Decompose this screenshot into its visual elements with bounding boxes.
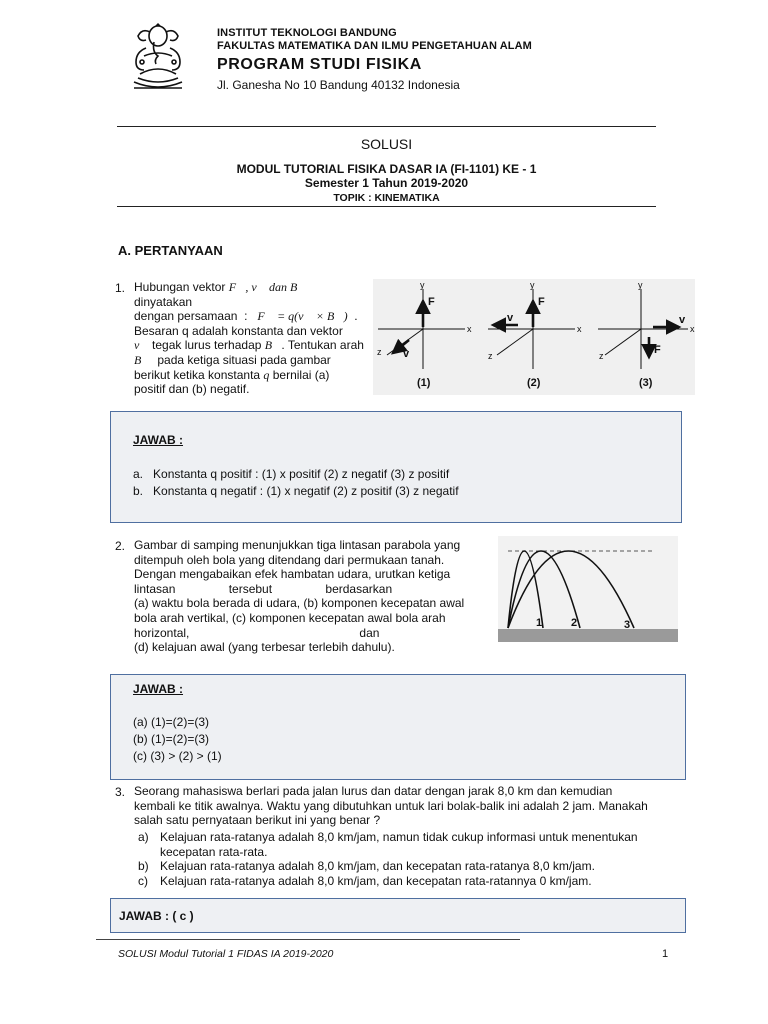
svg-text:x: x bbox=[467, 324, 472, 334]
q3-number: 3. bbox=[115, 785, 126, 799]
q3-answer-box bbox=[110, 898, 686, 933]
svg-text:v: v bbox=[507, 312, 514, 324]
address: Jl. Ganesha No 10 Bandung 40132 Indonesia bbox=[217, 78, 460, 92]
svg-text:F: F bbox=[538, 296, 545, 308]
svg-text:F: F bbox=[654, 344, 661, 356]
svg-text:F: F bbox=[428, 296, 435, 308]
q1-number: 1. bbox=[115, 281, 126, 295]
q1-vector-figure bbox=[373, 279, 695, 395]
q3-option-a-cont: kecepatan rata-rata. bbox=[160, 844, 268, 859]
q1-answer-box bbox=[110, 411, 682, 523]
q1-text: Hubungan vektor F⃗, v⃗ dan B⃗ dinyatakan dengan persamaan : F⃗ = q(v⃗ × B⃗) . Besaran q adalah konstanta dan vektor v⃗ tegak lurus terhadap B⃗. Tentukan arah B⃗ pada ketiga situasi pada gambar berikut ketika konstanta q bernilai (a) positif dan (b) negatif. bbox=[134, 280, 364, 397]
faculty-name: FAKULTAS MATEMATIKA DAN ILMU PENGETAHUAN ALAM bbox=[217, 40, 532, 52]
doc-title: SOLUSI bbox=[360, 136, 413, 152]
page-number: 1 bbox=[662, 948, 669, 960]
institution-name: INSTITUT TEKNOLOGI BANDUNG bbox=[217, 27, 397, 39]
svg-text:y: y bbox=[420, 280, 425, 290]
q1-answer-b: b. Konstanta q negatif : (1) x negatif (2) z positif (3) z negatif bbox=[133, 484, 459, 498]
semester: Semester 1 Tahun 2019-2020 bbox=[304, 176, 469, 190]
q1-answer-a: a. Konstanta q positif : (1) x positif (2) z negatif (3) z positif bbox=[133, 467, 450, 481]
title-divider bbox=[117, 206, 656, 207]
svg-text:y: y bbox=[638, 280, 643, 290]
q3-options bbox=[138, 830, 686, 888]
svg-text:v: v bbox=[679, 314, 686, 326]
q2-answer-a: (a) (1)=(2)=(3) bbox=[133, 715, 210, 729]
program-name: PROGRAM STUDI FISIKA bbox=[217, 56, 422, 73]
q1-answer-list bbox=[133, 466, 459, 500]
q3-option-b: b) Kelajuan rata-ratanya adalah 8,0 km/jam, dan kecepatan rata-ratanya 8,0 km/jam. bbox=[138, 859, 595, 874]
header-divider bbox=[117, 126, 656, 127]
q1-fig-label-1: (1) bbox=[417, 377, 431, 389]
itb-ganesha-logo bbox=[128, 22, 188, 92]
section-heading: A. PERTANYAAN bbox=[118, 243, 223, 258]
q1-fig-label-2: (2) bbox=[527, 377, 541, 389]
svg-text:z: z bbox=[488, 351, 493, 361]
topic: TOPIK : KINEMATIKA bbox=[333, 192, 440, 204]
q2-fig-label-1: 1 bbox=[536, 617, 543, 629]
svg-text:v: v bbox=[403, 348, 410, 360]
q2-answer-list bbox=[133, 714, 222, 765]
q2-answer-c: (c) (3) > (2) > (1) bbox=[133, 749, 222, 763]
q2-fig-label-2: 2 bbox=[571, 617, 578, 629]
module-title: MODUL TUTORIAL FISIKA DASAR IA (FI-1101) KE - 1 bbox=[236, 162, 537, 176]
svg-text:z: z bbox=[599, 351, 604, 361]
q2-answer-b: (b) (1)=(2)=(3) bbox=[133, 732, 210, 746]
q1-jawab-label: JAWAB : bbox=[133, 433, 184, 447]
q3-option-a: a) Kelajuan rata-ratanya adalah 8,0 km/jam, namun tidak cukup informasi untuk menentukan bbox=[138, 830, 638, 844]
q3-jawab-label: JAWAB : ( c ) bbox=[119, 909, 194, 923]
q2-answer-box bbox=[110, 674, 686, 780]
q3-option-c: c) Kelajuan rata-ratanya adalah 8,0 km/jam, dan kecepatan rata-ratannya 0 km/jam. bbox=[138, 873, 592, 888]
svg-text:x: x bbox=[577, 324, 582, 334]
svg-text:z: z bbox=[377, 347, 382, 357]
q2-text: Gambar di samping menunjukkan tiga lintasan parabola yang ditempuh oleh bola yang ditendang dari permukaan tanah. Dengan mengabaikan efek hambatan udara, urutkan ketiga lintasan tersebut berdasarkan (a) waktu bola berada di udara, (b) komponen kecepatan awal bola arah vertikal, (c) komponen kecepatan awal bola arah horizontal, dan (d) kelajuan awal (yang terbesar terlebih dahulu). bbox=[134, 538, 465, 655]
q2-trajectory-figure bbox=[498, 536, 678, 642]
svg-text:y: y bbox=[530, 280, 535, 290]
svg-text:x: x bbox=[690, 324, 695, 334]
q2-number: 2. bbox=[115, 539, 126, 553]
footer-text: SOLUSI Modul Tutorial 1 FIDAS IA 2019-2020 bbox=[118, 948, 334, 960]
q2-fig-label-3: 3 bbox=[624, 619, 631, 631]
q2-jawab-label: JAWAB : bbox=[133, 682, 184, 696]
footer-divider bbox=[96, 939, 520, 940]
q1-fig-label-3: (3) bbox=[639, 377, 653, 389]
q3-text: Seorang mahasiswa berlari pada jalan lurus dan datar dengan jarak 8,0 km dan kemudian kembali ke titik awalnya. Waktu yang dibutuhkan untuk lari bolak-balik ini adalah 2 jam. Manakah salah satu pernyataan berikut ini yang benar ? bbox=[134, 784, 648, 828]
